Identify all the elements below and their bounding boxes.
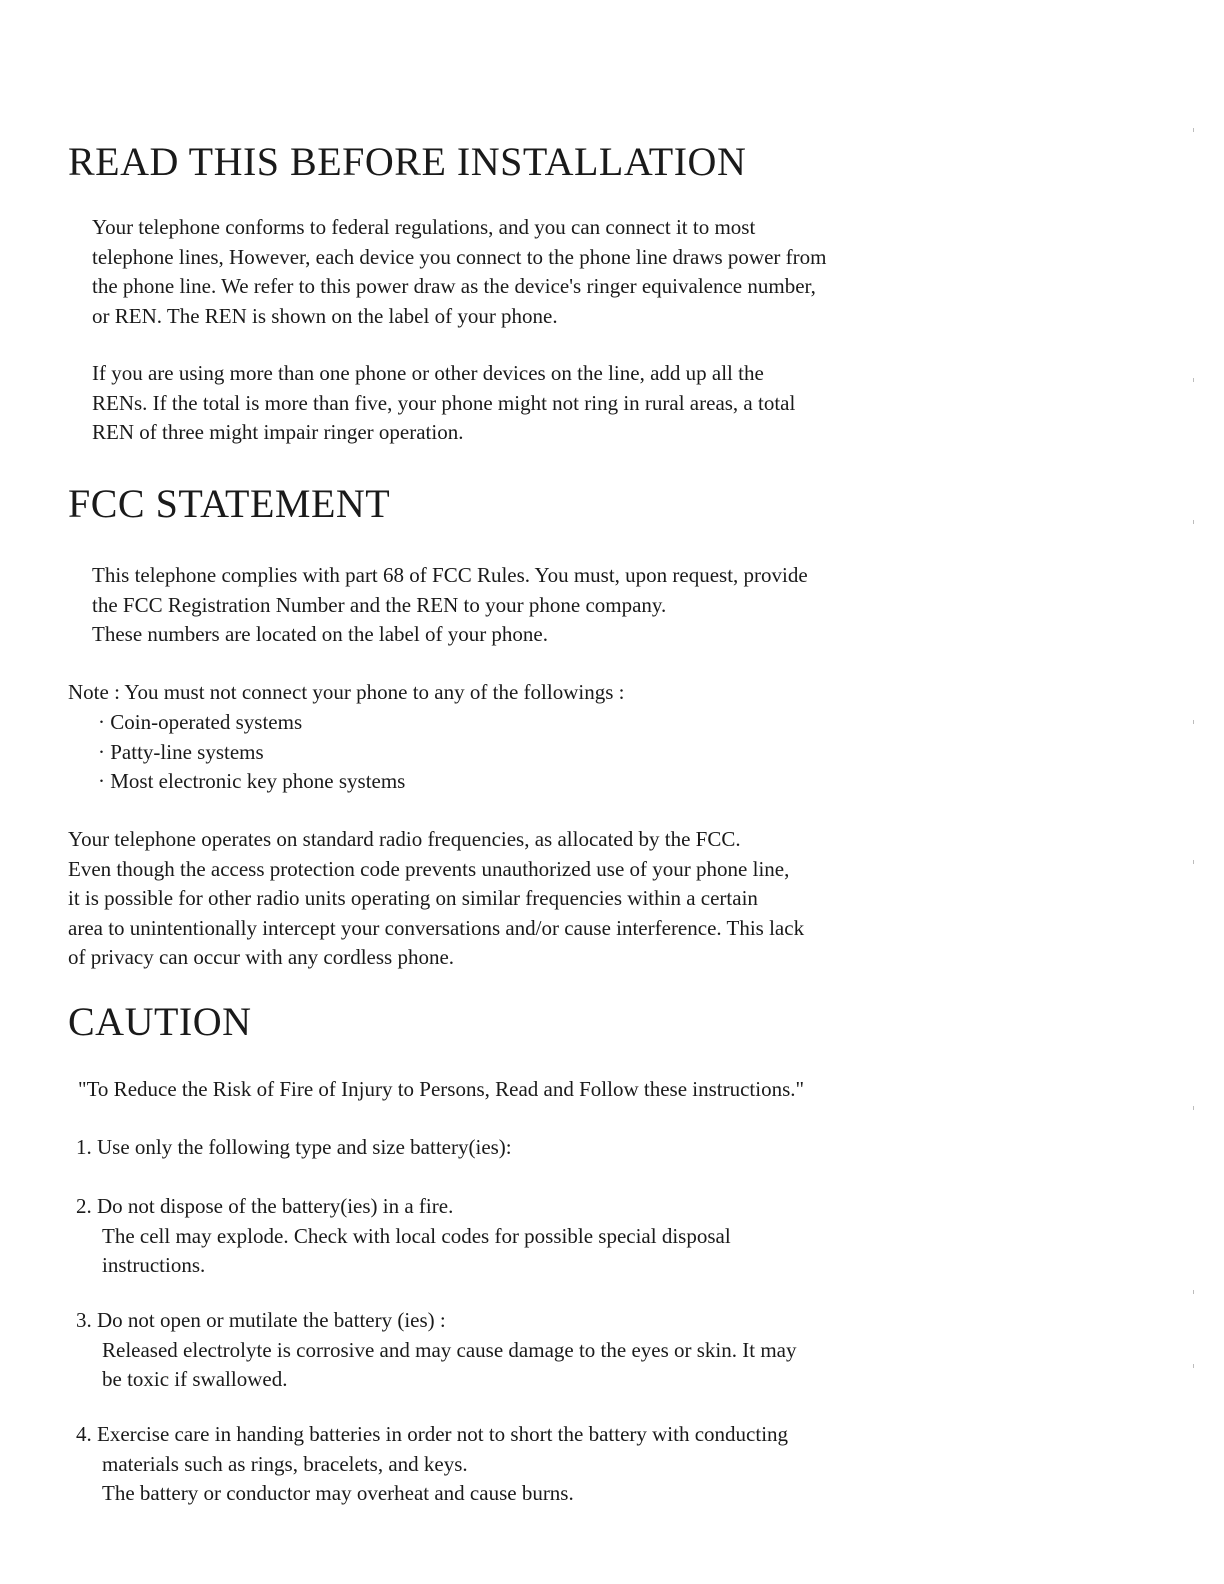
list-item: · Most electronic key phone systems [98,769,406,793]
scan-mark [1193,520,1194,524]
caution-item-4 [76,1420,788,1509]
list-item: · Coin-operated systems [98,710,303,734]
fcc-note-list [68,708,405,797]
install-heading: READ THIS BEFORE INSTALLATION [68,139,747,184]
scan-mark [1193,1106,1194,1110]
install-paragraph-1: Your telephone conforms to federal regulations, and you can connect it to most telephone lines, However, each device you connect to the phone line draws power from the phone line. We refer to this power draw as the device's ringer equivalence number, or REN. The REN is shown on the label of your phone. [92,215,827,328]
fcc-note-intro: Note : You must not connect your phone to any of the followings : [68,680,625,704]
scan-mark [1193,1290,1194,1294]
scan-mark [1193,128,1194,132]
caution-intro: "To Reduce the Risk of Fire of Injury to Persons, Read and Follow these instructions." [78,1077,805,1101]
caution-item-3-line: 3. Do not open or mutilate the battery (ies) : [76,1308,446,1332]
fcc-heading: FCC STATEMENT [68,481,391,526]
caution-item-2-line: 2. Do not dispose of the battery(ies) in a fire. [76,1194,454,1218]
scan-mark [1193,720,1194,724]
caution-item-2 [76,1192,731,1281]
caution-item-1 [76,1133,512,1163]
caution-item-4-line: 4. Exercise care in handing batteries in order not to short the battery with conducting [76,1422,789,1446]
fcc-paragraph-2: Your telephone operates on standard radio frequencies, as allocated by the FCC. Even though the access protection code prevents unauthorized use of your phone line, it is possible for other radio units operating on similar frequencies within a certain area to unintentionally intercept your conversations and/or cause interference. This lack of privacy can occur with any cordless phone. [68,827,805,969]
caution-item-3 [76,1306,797,1395]
install-paragraph-2: If you are using more than one phone or other devices on the line, add up all the RENs. If the total is more than five, your phone might not ring in rural areas, a total REN of three might impair ringer operation. [92,361,796,444]
caution-item-4-detail: materials such as rings, bracelets, and keys. The battery or conductor may overheat and cause burns. [102,1451,574,1505]
caution-item-2-detail: The cell may explode. Check with local codes for possible special disposal instructions. [102,1223,731,1277]
scan-mark [1193,378,1194,382]
caution-item-3-detail: Released electrolyte is corrosive and may cause damage to the eyes or skin. It may be toxic if swallowed. [102,1337,797,1391]
scan-mark [1193,860,1194,864]
caution-heading: CAUTION [68,999,252,1044]
list-item: · Patty-line systems [98,739,264,764]
scan-mark [1193,1364,1194,1368]
fcc-paragraph-1: This telephone complies with part 68 of FCC Rules. You must, upon request, provide the FCC Registration Number and the REN to your phone company. These numbers are located on the label of your phone. [92,563,808,646]
caution-item-1-line: 1. Use only the following type and size battery(ies): [76,1135,512,1159]
